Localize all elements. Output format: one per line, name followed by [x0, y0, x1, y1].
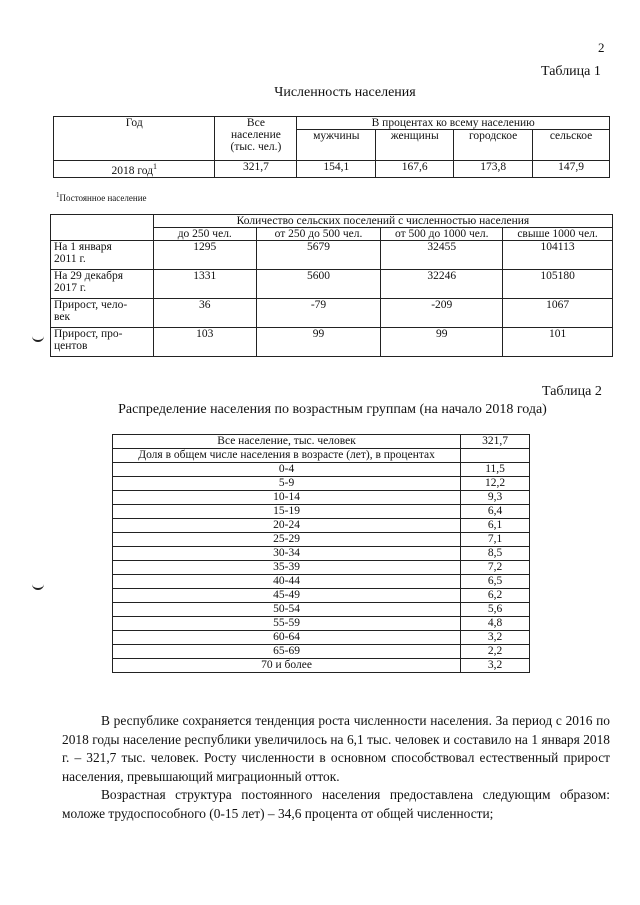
age-group: 50-54	[113, 603, 461, 617]
row-rural: 147,9	[533, 161, 610, 178]
header-total-line1: Все	[246, 117, 265, 129]
settlements-col-3: от 500 до 1000 чел.	[381, 228, 503, 241]
age-group: 30-34	[113, 547, 461, 561]
settlements-cell: 32246	[381, 270, 503, 299]
table-row	[54, 161, 610, 178]
settlements-cell: 99	[256, 328, 381, 357]
table-row	[113, 533, 530, 547]
row-urban: 173,8	[454, 161, 533, 178]
age-share: 7,2	[461, 561, 530, 575]
table-row	[113, 575, 530, 589]
body-paragraph-2: Возрастная структура постоянного населения предоставлена следующим образом: моложе трудоспособного (0-15 лет) – 34,6 процента от общей численности;	[62, 787, 610, 821]
table2-label: Таблица 2	[542, 384, 602, 399]
age-group: 5-9	[113, 477, 461, 491]
settlements-col-4: свыше 1000 чел.	[503, 228, 613, 241]
table-row	[51, 328, 613, 357]
table-row	[113, 631, 530, 645]
age-share: 3,2	[461, 659, 530, 673]
table-row	[113, 435, 530, 449]
hole-punch-mark	[32, 580, 44, 590]
age-share-header: Доля в общем числе населения в возрасте (лет), в процентах	[113, 449, 461, 463]
header-rural: сельское	[533, 130, 610, 161]
row-men: 154,1	[297, 161, 376, 178]
table-row	[51, 270, 613, 299]
table-row	[113, 561, 530, 575]
table-row	[113, 547, 530, 561]
settlements-col-1: до 250 чел.	[153, 228, 256, 241]
age-group: 45-49	[113, 589, 461, 603]
age-group: 70 и более	[113, 659, 461, 673]
age-share: 6,1	[461, 519, 530, 533]
table-row	[113, 589, 530, 603]
settlements-cell: 103	[153, 328, 256, 357]
settlements-cell: 104113	[503, 241, 613, 270]
header-women: женщины	[376, 130, 454, 161]
page-number: 2	[598, 40, 605, 55]
table-row	[113, 659, 530, 673]
age-share: 3,2	[461, 631, 530, 645]
age-share: 8,5	[461, 547, 530, 561]
table-row	[113, 477, 530, 491]
settlements-cell: 5600	[256, 270, 381, 299]
table-row	[51, 299, 613, 328]
settlements-row-label: На 1 января 2011 г.	[51, 241, 154, 270]
settlements-row-label: Прирост, про- центов	[51, 328, 154, 357]
header-urban: городское	[454, 130, 533, 161]
footnote-text: Постоянное население	[59, 193, 147, 203]
header-total-line2: население	[230, 129, 281, 141]
age-group: 55-59	[113, 617, 461, 631]
table1-title: Численность населения	[274, 85, 416, 100]
age-share: 2,2	[461, 645, 530, 659]
table-row	[113, 603, 530, 617]
settlements-table	[50, 214, 613, 357]
population-table	[53, 116, 610, 178]
table-row	[113, 463, 530, 477]
table-row	[51, 241, 613, 270]
age-share: 12,2	[461, 477, 530, 491]
age-share: 6,4	[461, 505, 530, 519]
header-percent-group: В процентах ко всему населению	[297, 117, 610, 130]
settlements-cell: 1331	[153, 270, 256, 299]
header-men: мужчины	[297, 130, 376, 161]
header-year: Год	[54, 117, 215, 161]
age-group: 40-44	[113, 575, 461, 589]
settlements-cell: -209	[381, 299, 503, 328]
table-row	[113, 645, 530, 659]
age-group: 10-14	[113, 491, 461, 505]
settlements-row-label: На 29 декабря 2017 г.	[51, 270, 154, 299]
settlements-cell: 5679	[256, 241, 381, 270]
footnote	[56, 191, 147, 203]
age-group: 65-69	[113, 645, 461, 659]
age-total-value: 321,7	[461, 435, 530, 449]
age-share: 7,1	[461, 533, 530, 547]
settlements-cell: 105180	[503, 270, 613, 299]
age-group: 15-19	[113, 505, 461, 519]
table-row	[113, 491, 530, 505]
table2-title: Распределение населения по возрастным группам (на начало 2018 года)	[118, 402, 547, 417]
table1-label: Таблица 1	[541, 64, 601, 79]
age-share: 4,8	[461, 617, 530, 631]
hole-punch-mark	[32, 332, 44, 342]
settlements-cell: 99	[381, 328, 503, 357]
row-total: 321,7	[215, 161, 297, 178]
age-group: 35-39	[113, 561, 461, 575]
settlements-col-2: от 250 до 500 чел.	[256, 228, 381, 241]
table-row	[113, 617, 530, 631]
settlements-cell: 1067	[503, 299, 613, 328]
age-group: 20-24	[113, 519, 461, 533]
settlements-cell: 101	[503, 328, 613, 357]
settlements-cell: 32455	[381, 241, 503, 270]
age-share: 5,6	[461, 603, 530, 617]
settlements-cell: 36	[153, 299, 256, 328]
body-paragraph-1: В республике сохраняется тенденция роста численности населения. За период с 2016 по 2018 годы население республики увеличилось на 6,1 тыс. человек и составило на 1 января 2018 г. – 321,7 тыс. человек. Росту численности в основном способствовал естественный прирост населения, превышающий миграционный отток.	[62, 713, 610, 784]
settlements-row-label: Прирост, чело- век	[51, 299, 154, 328]
age-share: 6,5	[461, 575, 530, 589]
row-year: 2018 год$^1$	[54, 161, 215, 178]
table-row	[113, 519, 530, 533]
header-total	[215, 117, 297, 161]
age-group: 25-29	[113, 533, 461, 547]
settlements-cell: -79	[256, 299, 381, 328]
age-share: 11,5	[461, 463, 530, 477]
header-total-line3: (тыс. чел.)	[230, 141, 282, 153]
settlements-corner	[51, 215, 154, 241]
age-group: 60-64	[113, 631, 461, 645]
age-group: 0-4	[113, 463, 461, 477]
row-women: 167,6	[376, 161, 454, 178]
age-share: 6,2	[461, 589, 530, 603]
settlements-cell: 1295	[153, 241, 256, 270]
footnote-mark: 1	[56, 191, 60, 199]
table-row	[113, 449, 530, 463]
age-total-label: Все население, тыс. человек	[113, 435, 461, 449]
age-table	[112, 434, 530, 673]
settlements-header: Количество сельских поселений с численностью населения	[153, 215, 612, 228]
table-row	[113, 505, 530, 519]
age-share: 9,3	[461, 491, 530, 505]
